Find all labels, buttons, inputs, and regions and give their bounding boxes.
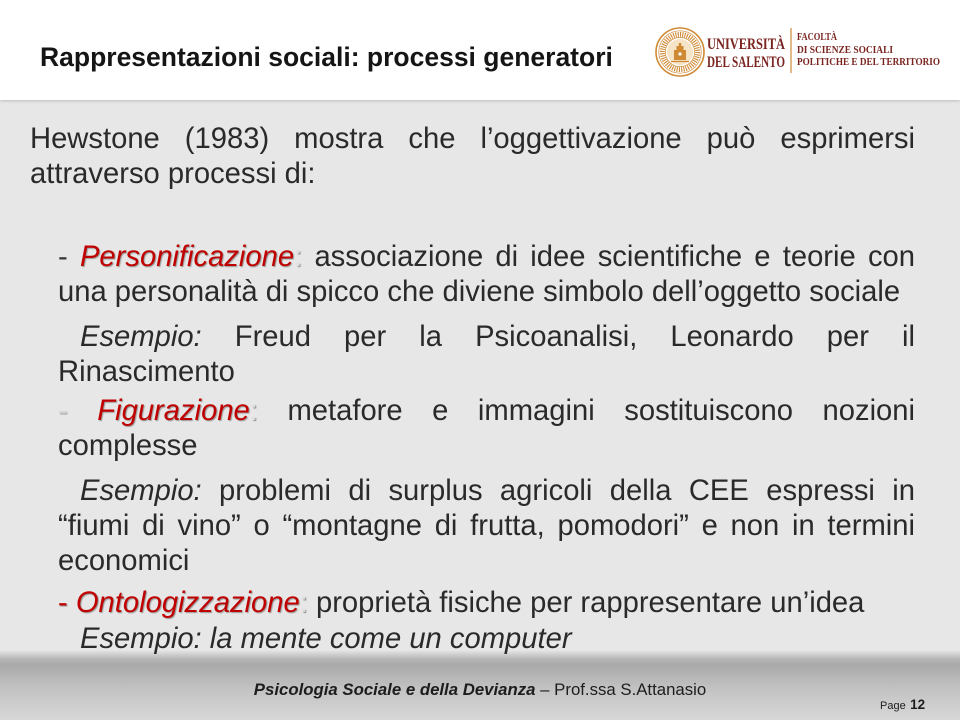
process-term: Figurazione <box>97 395 250 427</box>
slide-header <box>0 0 960 100</box>
process-line-2: complesse <box>58 430 198 462</box>
intro-line-1: Hewstone (1983) mostra che l’oggettivazione può esprimersi <box>30 123 915 155</box>
slide-title: Rappresentazioni sociali: processi generatori <box>40 42 613 72</box>
university-name-line-1: UNIVERSITÀ <box>707 36 808 53</box>
example-ontologizzazione <box>58 622 915 657</box>
example-label: Esempio: <box>80 321 202 353</box>
term-colon: : <box>299 587 308 619</box>
example-line-2: Rinascimento <box>58 356 235 388</box>
process-term: Personificazione <box>79 241 295 273</box>
page-number <box>880 696 925 715</box>
footer-separator: – <box>535 680 555 699</box>
faculty-name-line-3: POLITICHE E DEL TERRITORIO <box>797 57 941 68</box>
faculty-name-line-2: DI SCIENZE SOCIALI <box>797 45 894 56</box>
faculty-name-line-1: FACOLTÀ <box>797 32 845 43</box>
process-description: metafore e immagini sostituiscono nozioni <box>257 395 916 427</box>
example-text: la mente come un computer <box>201 623 572 655</box>
example-line-2: “fiumi di vino” o “montagne di frutta, pomodori” e non in termini <box>58 510 915 542</box>
bullet-dash: - <box>58 587 68 619</box>
example-line-1 <box>58 474 915 509</box>
page-number-value: 12 <box>910 697 926 712</box>
term-colon: : <box>249 395 258 427</box>
teacher-name: Prof.ssa S.Attanasio <box>554 680 707 699</box>
example-label: Esempio: <box>80 623 202 655</box>
process-personificazione <box>58 240 915 310</box>
process-term: Ontologizzazione <box>75 587 300 619</box>
example-personificazione <box>58 320 915 390</box>
university-name-line-2: DEL SALENTO <box>707 54 785 71</box>
process-figurazione <box>58 394 915 464</box>
intro-paragraph <box>30 122 915 192</box>
example-line-1 <box>58 320 915 355</box>
process-line-2: una personalità di spicco che diviene simbolo dell’oggetto sociale <box>58 276 901 308</box>
intro-line-2: attraverso processi di: <box>30 158 316 190</box>
example-label: Esempio: <box>80 475 202 507</box>
bullet-dash: - <box>58 241 68 273</box>
university-seal-icon <box>656 28 704 76</box>
example-text: Freud per la Psicoanalisi, Leonardo per il <box>201 321 915 353</box>
course-name: Psicologia Sociale e della Devianza <box>253 680 536 699</box>
university-logo <box>650 18 946 88</box>
example-figurazione <box>58 474 915 579</box>
process-description: associazione di idee scientifiche e teorie con <box>302 241 916 273</box>
example-text: problemi di surplus agricoli della CEE espressi in <box>201 475 915 507</box>
process-description: proprietà fisiche per rappresentare un’idea <box>307 587 865 619</box>
process-ontologizzazione <box>58 586 915 621</box>
slide-footer <box>0 650 960 720</box>
example-line-1 <box>58 622 915 657</box>
page-label: Page <box>880 700 906 712</box>
footer-credit <box>0 680 960 700</box>
process-line-1 <box>58 586 915 621</box>
example-line-3: economici <box>58 545 190 577</box>
process-line-1 <box>58 240 915 275</box>
process-line-1 <box>58 394 915 429</box>
bullet-dash: - <box>58 395 68 427</box>
term-colon: : <box>294 241 303 273</box>
